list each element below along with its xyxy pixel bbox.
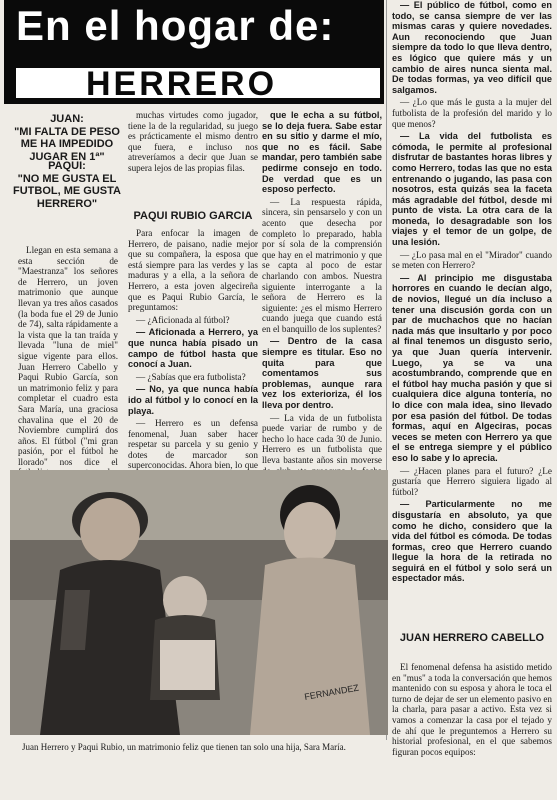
photographer-signature: FERNANDEZ — [303, 682, 360, 702]
juan-quote: "MI FALTA DE PESO ME HA IMPEDIDO JUGAR EN 1ª" — [14, 125, 120, 163]
juan-subheading: JUAN HERRERO CABELLO — [399, 632, 545, 644]
paqui-quote: "NO ME GUSTA EL FUTBOL, ME GUSTA HERRERO" — [13, 172, 121, 210]
photo-caption: Juan Herrero y Paqui Rubio, un matrimonio feliz que tienen tan solo una hija, Sara María. — [22, 742, 346, 752]
col3-paragraph: — Dentro de la casa siempre es titular. Eso no quita para que comentamos sus problemas, aunque rara vez los exterioriza, él los lleva por dentro. — [262, 336, 382, 411]
col3-paragraph: que le echa a su fútbol, se lo deja fuera. Sabe estar en su sitio y darme el mío, que no es fácil. Sabe mandar, pero también sabe pedirme consejo en todo. De verdad que es un esposo perfecto. — [262, 110, 382, 195]
photo-illustration — [10, 470, 388, 735]
name-bar — [14, 65, 382, 103]
col4-paragraph: — ¿Hacen planes para el futuro? ¿Le gustaría que Herrero siguiera ligado al fútbol? — [392, 465, 552, 497]
col3-paragraph: — La respuesta rápida, sincera, sin pensarselo y con un acento que desecha por completo lo preparado, habla por sí sola de la comprensión que hay en el matrimonio y que se capta al poco de estar charlando con ambos. Nuestra siguiente interrogante a la señora de Herrero es la siguiente: ¿es el mismo Herrero cuando juega que cuando está en el banquillo de los suplentes? — [262, 196, 382, 334]
col2-paragraph: Para enfocar la imagen de Herrero, de paisano, nadie mejor que su compañera, la esposa que está siempre para las verdes y las maduras y a ella, a la señora de Herrero, a esta joven algecireña que es Paqui Rubio García, le preguntamos: — [128, 228, 258, 313]
col4-paragraph: — El público de fútbol, como en todo, se cansa siempre de ver las mismas caras y quiere novedades. Aun reconociendo que Juan siempre da todo lo que lleva dentro, es lógico que quiere más y un cambio de aires nunca sienta mal. De todas formas, ya veo difícil que salgamos. — [392, 0, 552, 95]
juan-headline — [12, 113, 122, 163]
col2-paragraph: — ¿Sabías que era futbolista? — [136, 371, 246, 382]
column-4-lower — [392, 662, 552, 759]
juan-label: JUAN: — [50, 113, 84, 125]
col2-paragraph: — No, ya que nunca había ido al fútbol y lo conocí en la playa. — [128, 384, 258, 416]
col4-lower-paragraph: El fenomenal defensa ha asistido metido en "mus" a toda la conversación que hemos mantenido con su esposa y ahora le toca el turno de dejar de ser un elemento pasivo en la charla, para pasar a activo. Esta vez si vamos a comenzar la casa por el tejado y de ahí que le preguntemos a Herrero su historial profesional, en el que sabemos figuran pocos equipos: — [392, 662, 552, 757]
page-title: En el hogar de: — [16, 2, 335, 49]
col4-paragraph: — ¿Lo que más le gusta a la mujer del futbolista de la profesión del marido y lo que menos? — [392, 97, 552, 129]
col2-paragraph: — ¿Aficionada al fútbol? — [136, 314, 230, 325]
column-4 — [392, 0, 552, 586]
col2-paragraph: — Aficionada a Herrero, ya que nunca había pisado un campo de fútbol hasta que conocí a Juan. — [128, 327, 258, 370]
title-banner — [4, 0, 384, 104]
col2-top-paragraph: muchas virtudes como jugador, tiene la de la regularidad, su juego es prácticamente el mismo dentro que fuera, e incluso nos atreveríamos a decir que Juan se supera lejos de las propias filas. — [128, 110, 258, 173]
col4-paragraph: — La vida del futbolista es cómoda, le permite al profesional disfrutar de bastantes horas libres y como Herrero, todas las que no esta entrenando o jugando, las pasa con nosotros, esta quizás sea la faceta más agradable del fútbol, desde mi punto de vista. La otra cara de la moneda, lo desagradable son los viajes y el temor de un golpe, de una lesión. — [392, 131, 552, 248]
col1-paragraph: Llegan en esta semana a esta sección de "Maestranza" los señores de Herrero, un joven matrimonio que aunque llevan ya tres años casados (la boda fue el 29 de Junio de 74), salta rápidamente a la vista que la tan traída y llevada "luna de miel" sigue vigente para ellos. Juan Herrero Cabello y Paqui Rubio García, son un matrimonio feliz y para completar el cuadro esta Sara María, una graciosa chavalina que el 20 de Noviembre cumplirá dos años. El fútbol ("mi gran pasión, por el fútbol he llorado" nos dice el — [18, 245, 118, 467]
col3-paragraph: — La vida de un futbolista puede variar de rumbo y de hecho lo hace cada 30 de Junio. Herrero es un futbolista que lleva bastante años sin moverse — [262, 412, 382, 465]
paqui-label: PAQUI: — [48, 160, 86, 172]
family-photo — [10, 470, 388, 735]
col4-paragraph: — Al principio me disgustaba horrores en cuando le decían algo, de novios, llegué un día incluso a tener una discusión gorda con un par de muchachos que no hacían nada más que insultarlo y por poco al final tenemos un disgusto serio, ya que Juan quería intervenir. Luego, ya se va una acostumbrando, comprende que en el fútbol hay mucha pasión y que si cualquiera dice alguna tontería, no lo dice con mala idea, sino llevado por esa pasión del fútbol. De todas formas, aquí en Algeciras, pocas veces se meten con Herrero ya que el se entrega siempre y el público eso lo sabe y lo aprecia. — [392, 272, 552, 463]
paqui-headline — [12, 160, 122, 210]
column-2 — [128, 110, 258, 176]
col2-paragraph: — Herrero es un defensa fenomenal, Juan saber hacer respetar su parcela y su genio y dotes de marcador son superconocidas. Ahora bien, lo que — [128, 418, 258, 471]
col4-paragraph: — Particularmente no me disgustaría en absoluto, ya que como he dicho, considero que la vida del fútbol es cómoda. De todas formas, creo que Herrero cuando llegue la hora de la retirada no seguirá en el fútbol y solo será un espectador más. — [392, 499, 552, 584]
paqui-subheading: PAQUI RUBIO GARCIA — [133, 210, 253, 222]
family-name: HERRERO — [86, 65, 278, 103]
col4-paragraph: — ¿Lo pasa mal en el "Mirador" cuando se meten con Herrero? — [392, 249, 552, 271]
